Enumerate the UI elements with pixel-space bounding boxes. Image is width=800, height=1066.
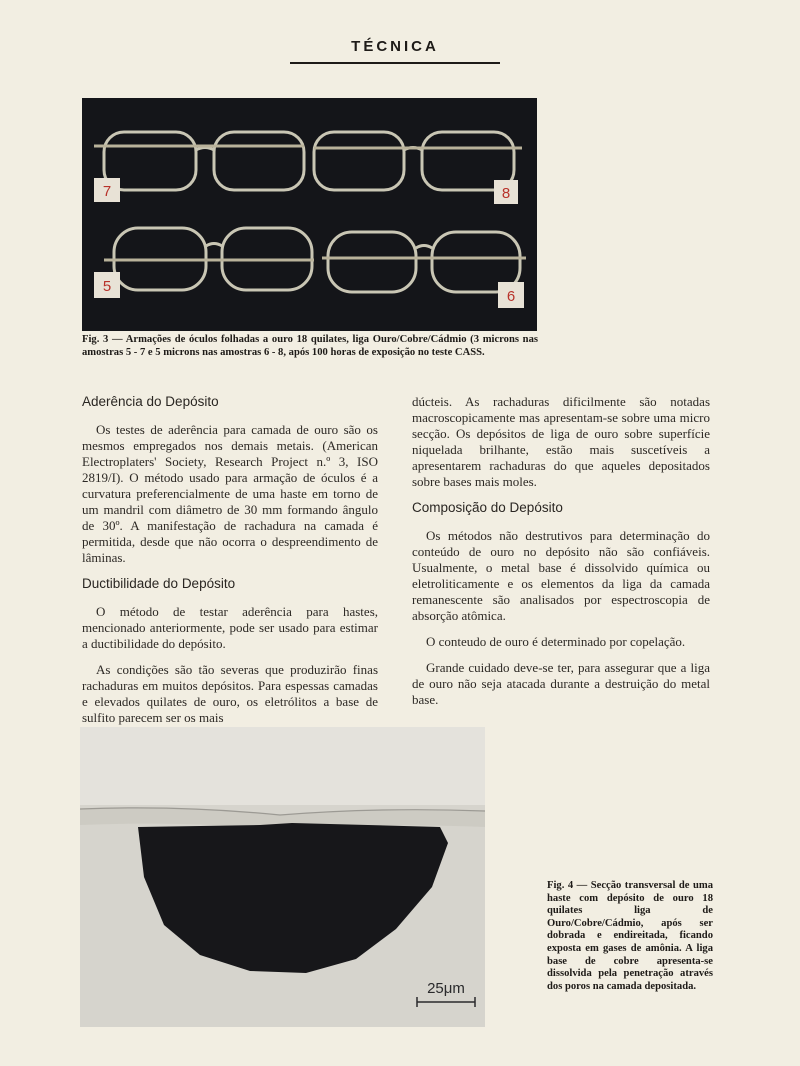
paragraph-composicao-1: Os métodos não destrutivos para determinação do conteúdo de ouro no depósito não são confiáveis. Usualmente, o metal base é dissolvido química ou eletroliticamente e os elementos da liga da camada remanescente são analisados por espectroscopia de absorção atômica. (412, 528, 710, 623)
left-column (82, 394, 378, 736)
paragraph-composicao-2: O conteudo de ouro é determinado por copelação. (426, 634, 686, 649)
figure-4-micrograph (80, 727, 485, 1027)
sample-label-6: 6 (506, 288, 516, 305)
right-column (412, 394, 710, 718)
section-header (290, 38, 500, 64)
paragraph-ductibilidade-1: O método de testar aderência para hastes, mencionado anteriormente, pode ser usado para estimar a ductibilidade do depósito. (82, 604, 378, 651)
paragraph-aderencia: Os testes de aderência para camada de ouro são os mesmos empregados nos demais metais. (American Electroplaters' Society, Research Project n.º 3, ISO 2819/I). O método usado para armação de óculos é a curvatura preferencialmente de uma haste em torno de um mandril com diâmetro de 30 mm formando ângulo de 30º. A manifestação de rachadura na camada é permitida, desde que não ocorra o despreendimento de lâminas. (82, 422, 378, 565)
header-rule (290, 62, 500, 64)
sample-label-5: 5 (102, 278, 112, 295)
scale-label: 25μm (427, 980, 465, 997)
figure-4-caption: Fig. 4 — Secção transversal de uma haste com depósito de ouro 18 quilates liga de Ouro/Cobre/Cádmio, após ser dobrada e endireitada, ficando exposta em gases de amônia. A liga base de cobre apresenta-se dissolvida pela penetração através dos poros na camada depositada. (547, 880, 713, 992)
cross-section-image (80, 727, 485, 1027)
heading-ductibilidade: Ductibilidade do Depósito (82, 576, 236, 591)
paragraph-ductibilidade-2: As condições são tão severas que produzirão finas rachaduras em muitos depósitos. Para espessas camadas e elevados quilates de ouro, os eletrólitos a base de sulfito parecem ser os mais (82, 662, 378, 725)
figure-3-photo (82, 98, 537, 331)
paragraph-composicao-3: Grande cuidado deve-se ter, para assegurar que a liga de ouro não seja atacada durante a destruição do metal base. (412, 660, 710, 707)
eyeglass-frames-image (82, 98, 537, 331)
figure-3-caption: Fig. 3 — Armações de óculos folhadas a ouro 18 quilates, liga Ouro/Cobre/Cádmio (3 microns nas amostras 5 - 7 e 5 microns nas amostras 6 - 8, após 100 horas de exposição no teste CASS. (82, 334, 538, 358)
sample-label-7: 7 (102, 183, 112, 200)
paragraph-ducteis: dúcteis. As rachaduras dificilmente são notadas macroscopicamente mas apresentam-se sobre uma micro secção. Os depósitos de liga de ouro sobre superfície niquelada brilhante, estão mais suscetíveis a apresentarem rachaduras do que aqueles depositados sobre bases mais moles. (412, 394, 710, 489)
heading-composicao: Composição do Depósito (412, 500, 563, 515)
sample-label-8: 8 (501, 185, 511, 202)
section-title: TÉCNICA (351, 38, 439, 55)
heading-aderencia: Aderência do Depósito (82, 394, 219, 409)
